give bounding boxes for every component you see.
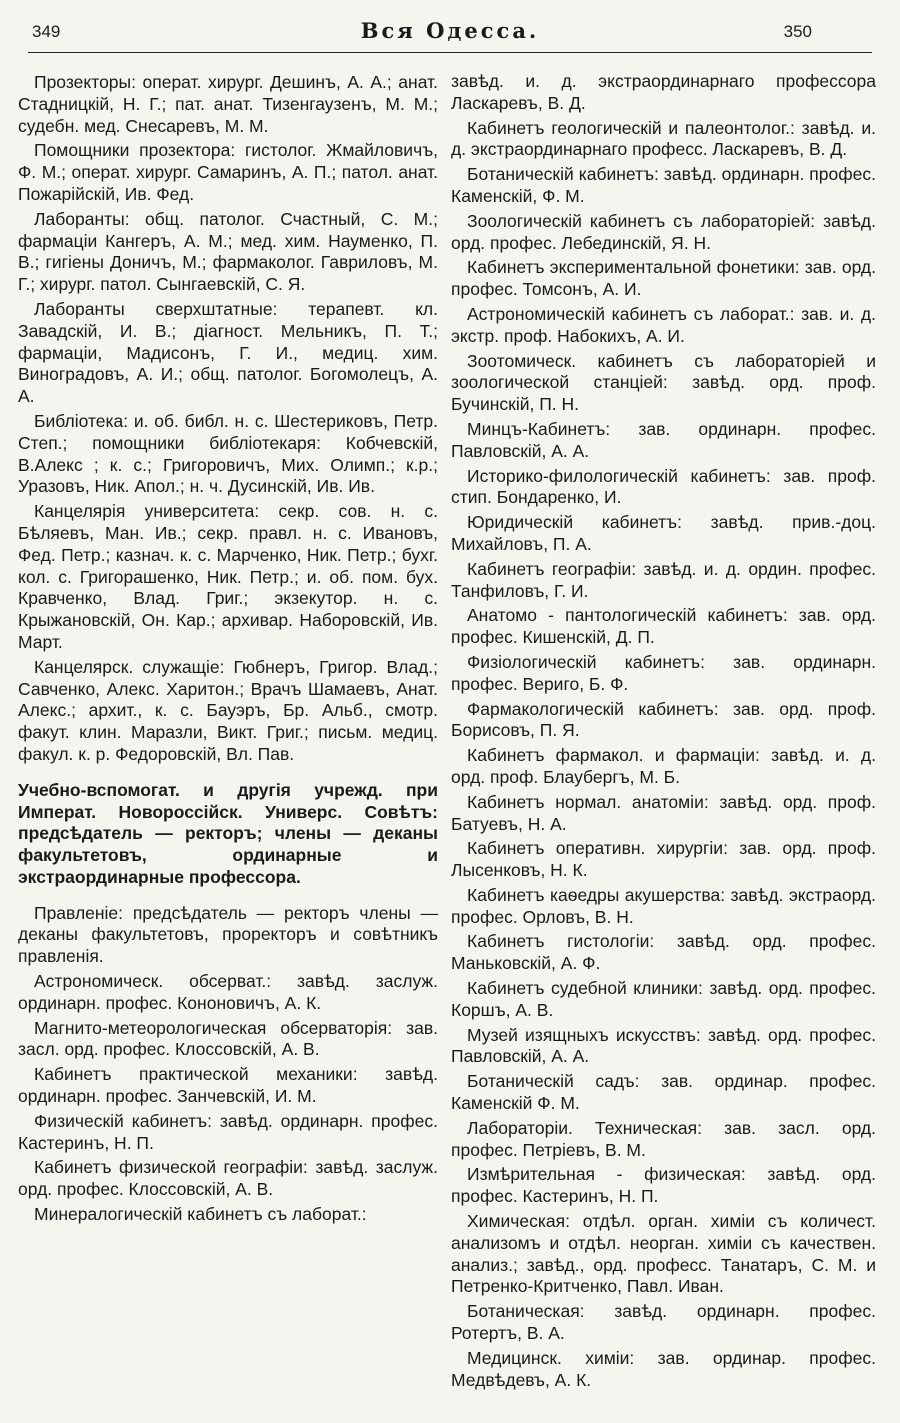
paragraph-yuridich: Юридическій кабинетъ: завѣд. прив.-доц. Михайловъ, П. А.	[451, 512, 876, 554]
paragraph-laboranty-sverkhshtatnye: Лаборанты сверхштатные: терапевт. кл. Завадскій, И. В.; діагност. Мельникъ, П. Т.; фармаціи, Мадисонъ, Г. И., медиц. хим. Виноградовъ, А. И.; общ. патолог. Богомолецъ, А. А.	[18, 298, 438, 407]
paragraph-pravlenie: Правленіе: предсѣдатель — ректоръ члены — деканы факультетовъ, проректоръ и совѣтникъ правленія.	[18, 902, 438, 967]
paragraph-fiz-geografii: Кабинетъ физической географіи: завѣд. заслуж. орд. профес. Клоссовскій, А. В.	[18, 1157, 438, 1200]
paragraph-khimicheskaya: Химическая: отдѣл. орган. химіи съ количест. анализомъ и отдѣл. неорган. химіи съ качествен. анализ.; завѣд., орд. професс. Танатаръ, С. М. и Петренко-Критченко, Павл. Иван.	[451, 1211, 876, 1297]
paragraph-mineralog-cont: завѣд. и. д. экстраординарнаго профессора Ласкаревъ, В. Д.	[451, 71, 876, 113]
paragraph-anatomo-patolog: Анатомо - пантологическій кабинетъ: зав. орд. профес. Кишенскій, Д. П.	[451, 605, 876, 648]
paragraph-fizicheskiy-kabinet: Физическій кабинетъ: завѣд. ординарн. профес. Кастеринъ, Н. П.	[18, 1110, 438, 1153]
paragraph-normal-anatomii: Кабинетъ нормал. анатоміи: завѣд. орд. проф. Батуевъ, Н. А.	[451, 791, 876, 834]
paragraph-geografii: Кабинетъ географіи: завѣд. и. д. ордин. профес. Танфиловъ, Г. И.	[451, 558, 876, 601]
paragraph-fonetiki: Кабинетъ экспериментальной фонетики: зав. орд. профес. Томсонъ, А. И.	[451, 257, 876, 300]
paragraph-zoolog: Зоологическій кабинетъ съ лабораторіей: завѣд. орд. профес. Лебединскій, Я. Н.	[451, 210, 876, 253]
paragraph-zootomich: Зоотомическ. кабинетъ съ лабораторіей и зоологической станціей: завѣд. орд. проф. Бучинскій, П. Н.	[451, 350, 876, 415]
paragraph-botanicheskaya: Ботаническая: завѣд. ординарн. профес. Ротертъ, В. А.	[451, 1301, 876, 1344]
paragraph-botan-sad: Ботаническій садъ: зав. ординар. профес. Каменскій Ф. М.	[451, 1071, 876, 1114]
paragraph-kantselyarsk-sluzhashchie: Канцелярск. служащіе: Гюбнеръ, Григор. Влад.; Савченко, Алекс. Харитон.; Врачъ Шамаевъ, Анат. Алекс.; архит., к. с. Бауэръ, Бр. Альб., смотр. факут. клин. Маразли, Викт. Григ.; письм. медиц. факул. к. р. Федоровскій, Вл. Пав.	[18, 656, 438, 764]
paragraph-laboratorii-tekhnich: Лабораторіи. Техническая: зав. засл. орд. профес. Петріевъ, В. М.	[451, 1117, 876, 1160]
paragraph-gistologii: Кабинетъ гистологіи: завѣд. орд. профес. Маньковскій, А. Ф.	[451, 931, 876, 974]
paragraph-akusherstva: Кабинетъ каѳедры акушерства: завѣд. экстраорд. профес. Орловъ, В. Н.	[451, 884, 876, 927]
paragraph-farmakol-farmatsii: Кабинетъ фармакол. и фармаціи: завѣд. и. д. орд. проф. Блаубергъ, М. Б.	[451, 745, 876, 787]
paragraph-magnito-meteor: Магнито-метеорологическая обсерваторія: зав. засл. орд. профес. Клоссовскій, А. В.	[18, 1017, 438, 1060]
paragraph-operativn-khirurgii: Кабинетъ оперативн. хирургіи: зав. орд. проф. Лысенковъ, Н. К.	[451, 838, 876, 881]
paragraph-kantselyariya: Канцелярія университета: секр. сов. н. с. Бѣляевъ, Ман. Ив.; секр. правл. н. с. Ивановъ, Фед. Петр.; казнач. к. с. Марченко, Ник. Петр.; бухг. кол. с. Григорашенко, Ник. Петр.; и. об. пом. бух. Кравченко, Влад. Григ.; экзекутор. н. с. Крыжановскій, Он. Кар.; архивар. Наборовскій, Ив. Март.	[18, 501, 438, 652]
paragraph-istoriko-filolog: Историко-филологическій кабинетъ: зав. проф. стип. Бондаренко, И.	[451, 465, 876, 508]
paragraph-izmeritelnaya: Измѣрительная - физическая: завѣд. орд. профес. Кастеринъ, Н. П.	[451, 1164, 876, 1207]
paragraph-farmakolog: Фармакологическій кабинетъ: зав. орд. проф. Борисовъ, П. Я.	[451, 698, 876, 741]
left-page-number: 349	[32, 22, 61, 41]
running-title: Вся Одесса.	[360, 18, 540, 43]
paragraph-meditsinsk-khimii: Медицинск. химіи: зав. ординар. профес. Медвѣдевъ, А. К.	[451, 1347, 876, 1390]
section-heading-uchebno-vspomogat: Учебно-вспомогат. и другія учрежд. при Императ. Новороссійск. Универс. Совѣтъ: предсѣдатель — ректоръ; члены — деканы факультетовъ, ординарные и экстраординарные профессора.	[18, 779, 438, 887]
paragraph-prozektory: Прозекторы: операт. хирург. Дешинъ, А. А.; анат. Стадницкій, Н. Г.; пат. анат. Тизенгаузенъ, М. М.; судебн. мед. Снесаревъ, М. М.	[18, 72, 438, 136]
paragraph-muzey-iskusstv: Музей изящныхъ искусствъ: завѣд. орд. профес. Павловскій, А. А.	[451, 1024, 876, 1067]
right-page-number: 350	[783, 22, 812, 41]
paragraph-geolog: Кабинетъ геологическій и палеонтолог.: завѣд. и. д. экстраординарнаго професс. Ласкаревъ, В. Д.	[451, 117, 876, 160]
paragraph-pomoshchniki: Помощники прозектора: гистолог. Жмайловичъ, Ф. М.; операт. хирург. Самаринъ, А. П.; патол. анат. Пожарійскій, Ив. Фед.	[18, 140, 438, 204]
right-column	[451, 71, 876, 1394]
page-header	[28, 18, 872, 48]
paragraph-sudebnoy-kliniki: Кабинетъ судебной клиники: завѣд. орд. профес. Коршъ, А. В.	[451, 978, 876, 1020]
paragraph-mineralog: Минералогическій кабинетъ съ лаборат.:	[34, 1204, 367, 1225]
paragraph-fiziolog: Физіологическій кабинетъ: зав. ординарн. профес. Вериго, Б. Ф.	[451, 651, 876, 694]
paragraph-biblioteka: Библіотека: и. об. библ. н. с. Шестериковъ, Петр. Степ.; помощники библіотекаря: Кобчевскій, В.Алекс ; к. с.; Григоровичъ, Мих. Олимп.; к.р.; Уразовъ, Ник. Апол.; н. ч. Дусинскій, Ив. Ив.	[18, 410, 438, 497]
paragraph-botan-kabinet: Ботаническій кабинетъ: завѣд. ординарн. профес. Каменскій, Ф. М.	[451, 164, 876, 206]
paragraph-mints-kabinet: Минцъ-Кабинетъ: зав. ординарн. профес. Павловскій, А. А.	[451, 418, 876, 461]
paragraph-laboranty: Лаборанты: общ. патолог. Счастный, С. М.; фармаціи Кангеръ, А. М.; мед. хим. Науменко, П. В.; гигіены Доничъ, М.; фармаколог. Гавриловъ, М. Г.; хирург. патол. Сынгаевскій, С. Я.	[18, 208, 438, 295]
paragraph-astronom-kabinet: Астрономическій кабинетъ съ лаборат.: зав. и. д. экстр. проф. Набокихъ, А. И.	[451, 303, 876, 346]
header-rule	[28, 52, 872, 53]
paragraph-prakt-mekhaniki: Кабинетъ практической механики: завѣд. ординарн. профес. Занчевскій, И. М.	[18, 1064, 438, 1107]
paragraph-astronom-observ: Астрономическ. обсерват.: завѣд. заслуж. ординарн. профес. Кононовичъ, А. К.	[18, 971, 438, 1013]
left-column	[18, 72, 438, 1229]
